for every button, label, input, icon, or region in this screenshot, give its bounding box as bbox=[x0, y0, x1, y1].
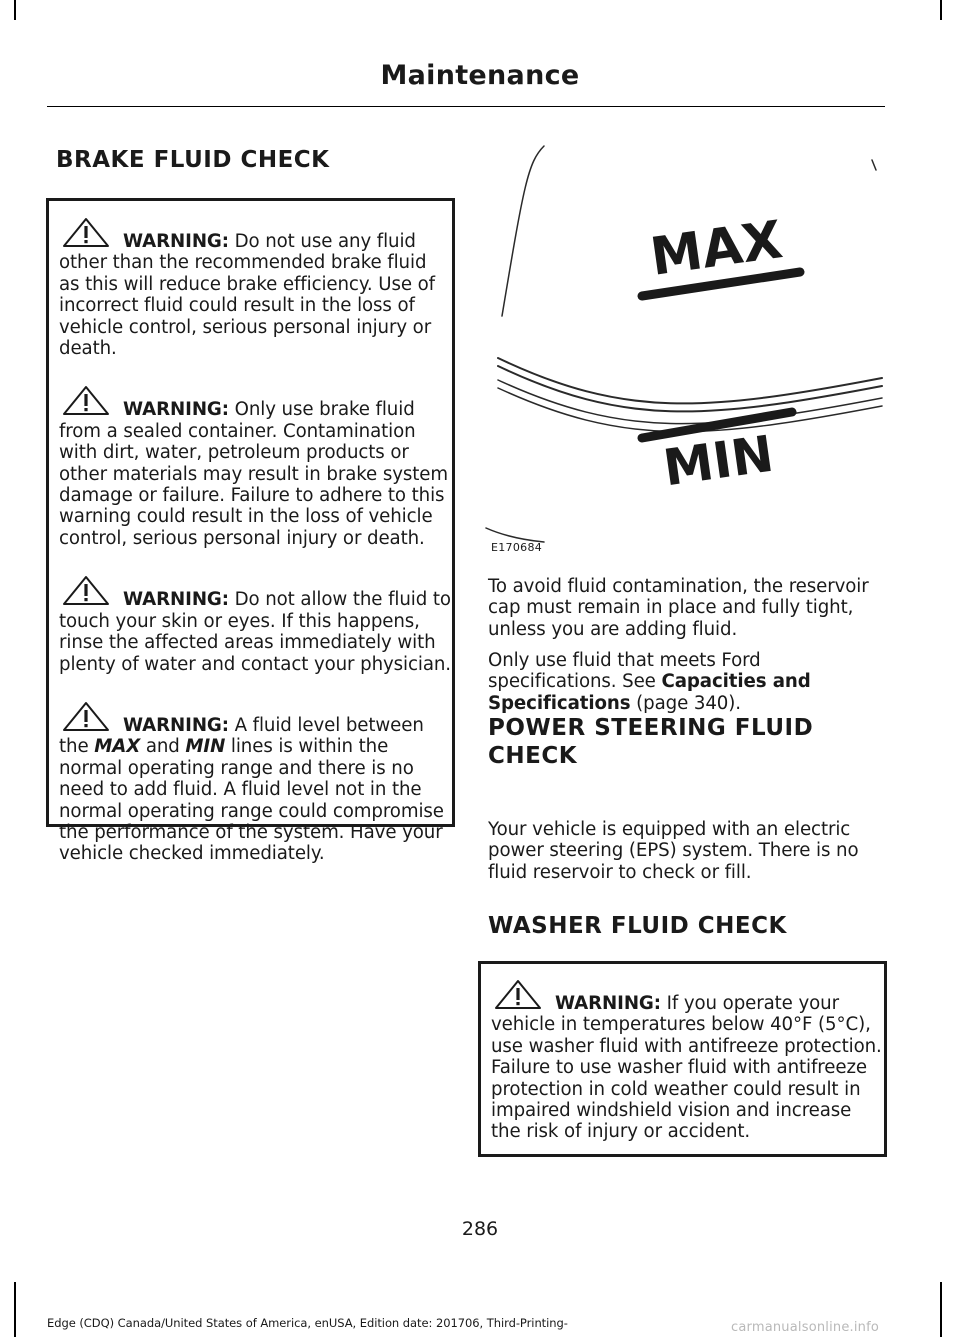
brake-warning-3 bbox=[59, 575, 452, 675]
watermark: carmanualsonline.info bbox=[731, 1320, 880, 1335]
crop-mark-top-right bbox=[940, 0, 942, 20]
page-title: Maintenance bbox=[380, 60, 580, 91]
max-line-label: MAX bbox=[646, 210, 786, 288]
min-term: MIN bbox=[185, 736, 226, 758]
brake-warning-4 bbox=[59, 701, 452, 865]
warning-text-and: and bbox=[140, 736, 186, 758]
warning-text: Do not use any fluid other than the recommended brake fluid as this will reduce brake efficiency. Use of incorrect fluid could result in the loss of vehicle control, serious personal injury or death. bbox=[59, 231, 435, 360]
washer-fluid-heading: WASHER FLUID CHECK bbox=[488, 913, 787, 939]
warning-label: WARNING: bbox=[123, 231, 229, 252]
brake-warning-2 bbox=[59, 385, 452, 549]
warning-text: A fluid level between the bbox=[59, 714, 424, 758]
max-term: MAX bbox=[94, 736, 141, 758]
warning-label: WARNING: bbox=[123, 589, 229, 611]
warning-label: WARNING: bbox=[123, 399, 229, 421]
warning-text: If you operate your vehicle in temperatures below 40°F (5°C), use washer fluid with antifreeze protection. Failure to use washer fluid with antifreeze protection in cold weather could result in impaired windshield vision and increase the risk of injury or accident. bbox=[491, 993, 882, 1143]
min-line-label: MIN bbox=[659, 424, 778, 498]
fluid-spec-text: Only use fluid that meets Ford specifications. See bbox=[488, 650, 761, 693]
warning-triangle-icon bbox=[493, 979, 543, 1011]
brake-warning-box bbox=[46, 198, 455, 865]
capacities-specifications-link[interactable]: Capacities and Specifications bbox=[488, 671, 811, 714]
brake-warning-1 bbox=[59, 217, 452, 359]
warning-triangle-icon bbox=[61, 385, 111, 417]
washer-warning bbox=[491, 979, 884, 1143]
warning-label: WARNING: bbox=[123, 714, 229, 736]
crop-mark-bottom-left bbox=[14, 1282, 16, 1337]
warning-triangle-icon bbox=[61, 217, 111, 249]
page-reference: (page 340). bbox=[630, 692, 741, 714]
reservoir-cap-paragraph: To avoid fluid contamination, the reservoir cap must remain in place and fully tight, unless you are adding fluid. bbox=[488, 576, 869, 640]
figure-id: E170684 bbox=[491, 541, 543, 554]
power-steering-paragraph: Your vehicle is equipped with an electric power steering (EPS) system. There is no fluid reservoir to check or fill. bbox=[488, 819, 859, 883]
warning-text-rest: lines is within the normal operating range and there is no need to add fluid. A fluid level not in the normal operating range could compromise the performance of the system. Have your vehicle checked immediately. bbox=[59, 736, 444, 865]
brake-reservoir-illustration bbox=[484, 136, 887, 560]
warning-triangle-icon bbox=[61, 701, 111, 733]
warning-triangle-icon bbox=[61, 575, 111, 607]
header-divider bbox=[47, 106, 885, 107]
warning-text: Do not allow the fluid to touch your skin or eyes. If this happens, rinse the affected areas immediately with plenty of water and contact your physician. bbox=[59, 589, 451, 675]
crop-mark-bottom-right bbox=[940, 1282, 942, 1337]
warning-text: Only use brake fluid from a sealed container. Contamination with dirt, water, petroleum products or other materials may result in brake system damage or failure. Failure to adhere to this warning could result in the loss of vehicle control, serious personal injury or death. bbox=[59, 399, 448, 549]
fluid-spec-paragraph bbox=[488, 650, 884, 714]
washer-warning-box bbox=[478, 961, 887, 1157]
page-number: 286 bbox=[461, 1218, 499, 1240]
crop-mark-top-left bbox=[14, 0, 16, 20]
brake-fluid-heading: BRAKE FLUID CHECK bbox=[56, 147, 330, 173]
edition-footer: Edge (CDQ) Canada/United States of America, enUSA, Edition date: 201706, Third-Printing- bbox=[47, 1316, 568, 1330]
warning-label: WARNING: bbox=[555, 993, 661, 1014]
power-steering-heading-line1: POWER STEERING FLUID bbox=[488, 715, 814, 741]
power-steering-heading-line2: CHECK bbox=[488, 743, 578, 769]
